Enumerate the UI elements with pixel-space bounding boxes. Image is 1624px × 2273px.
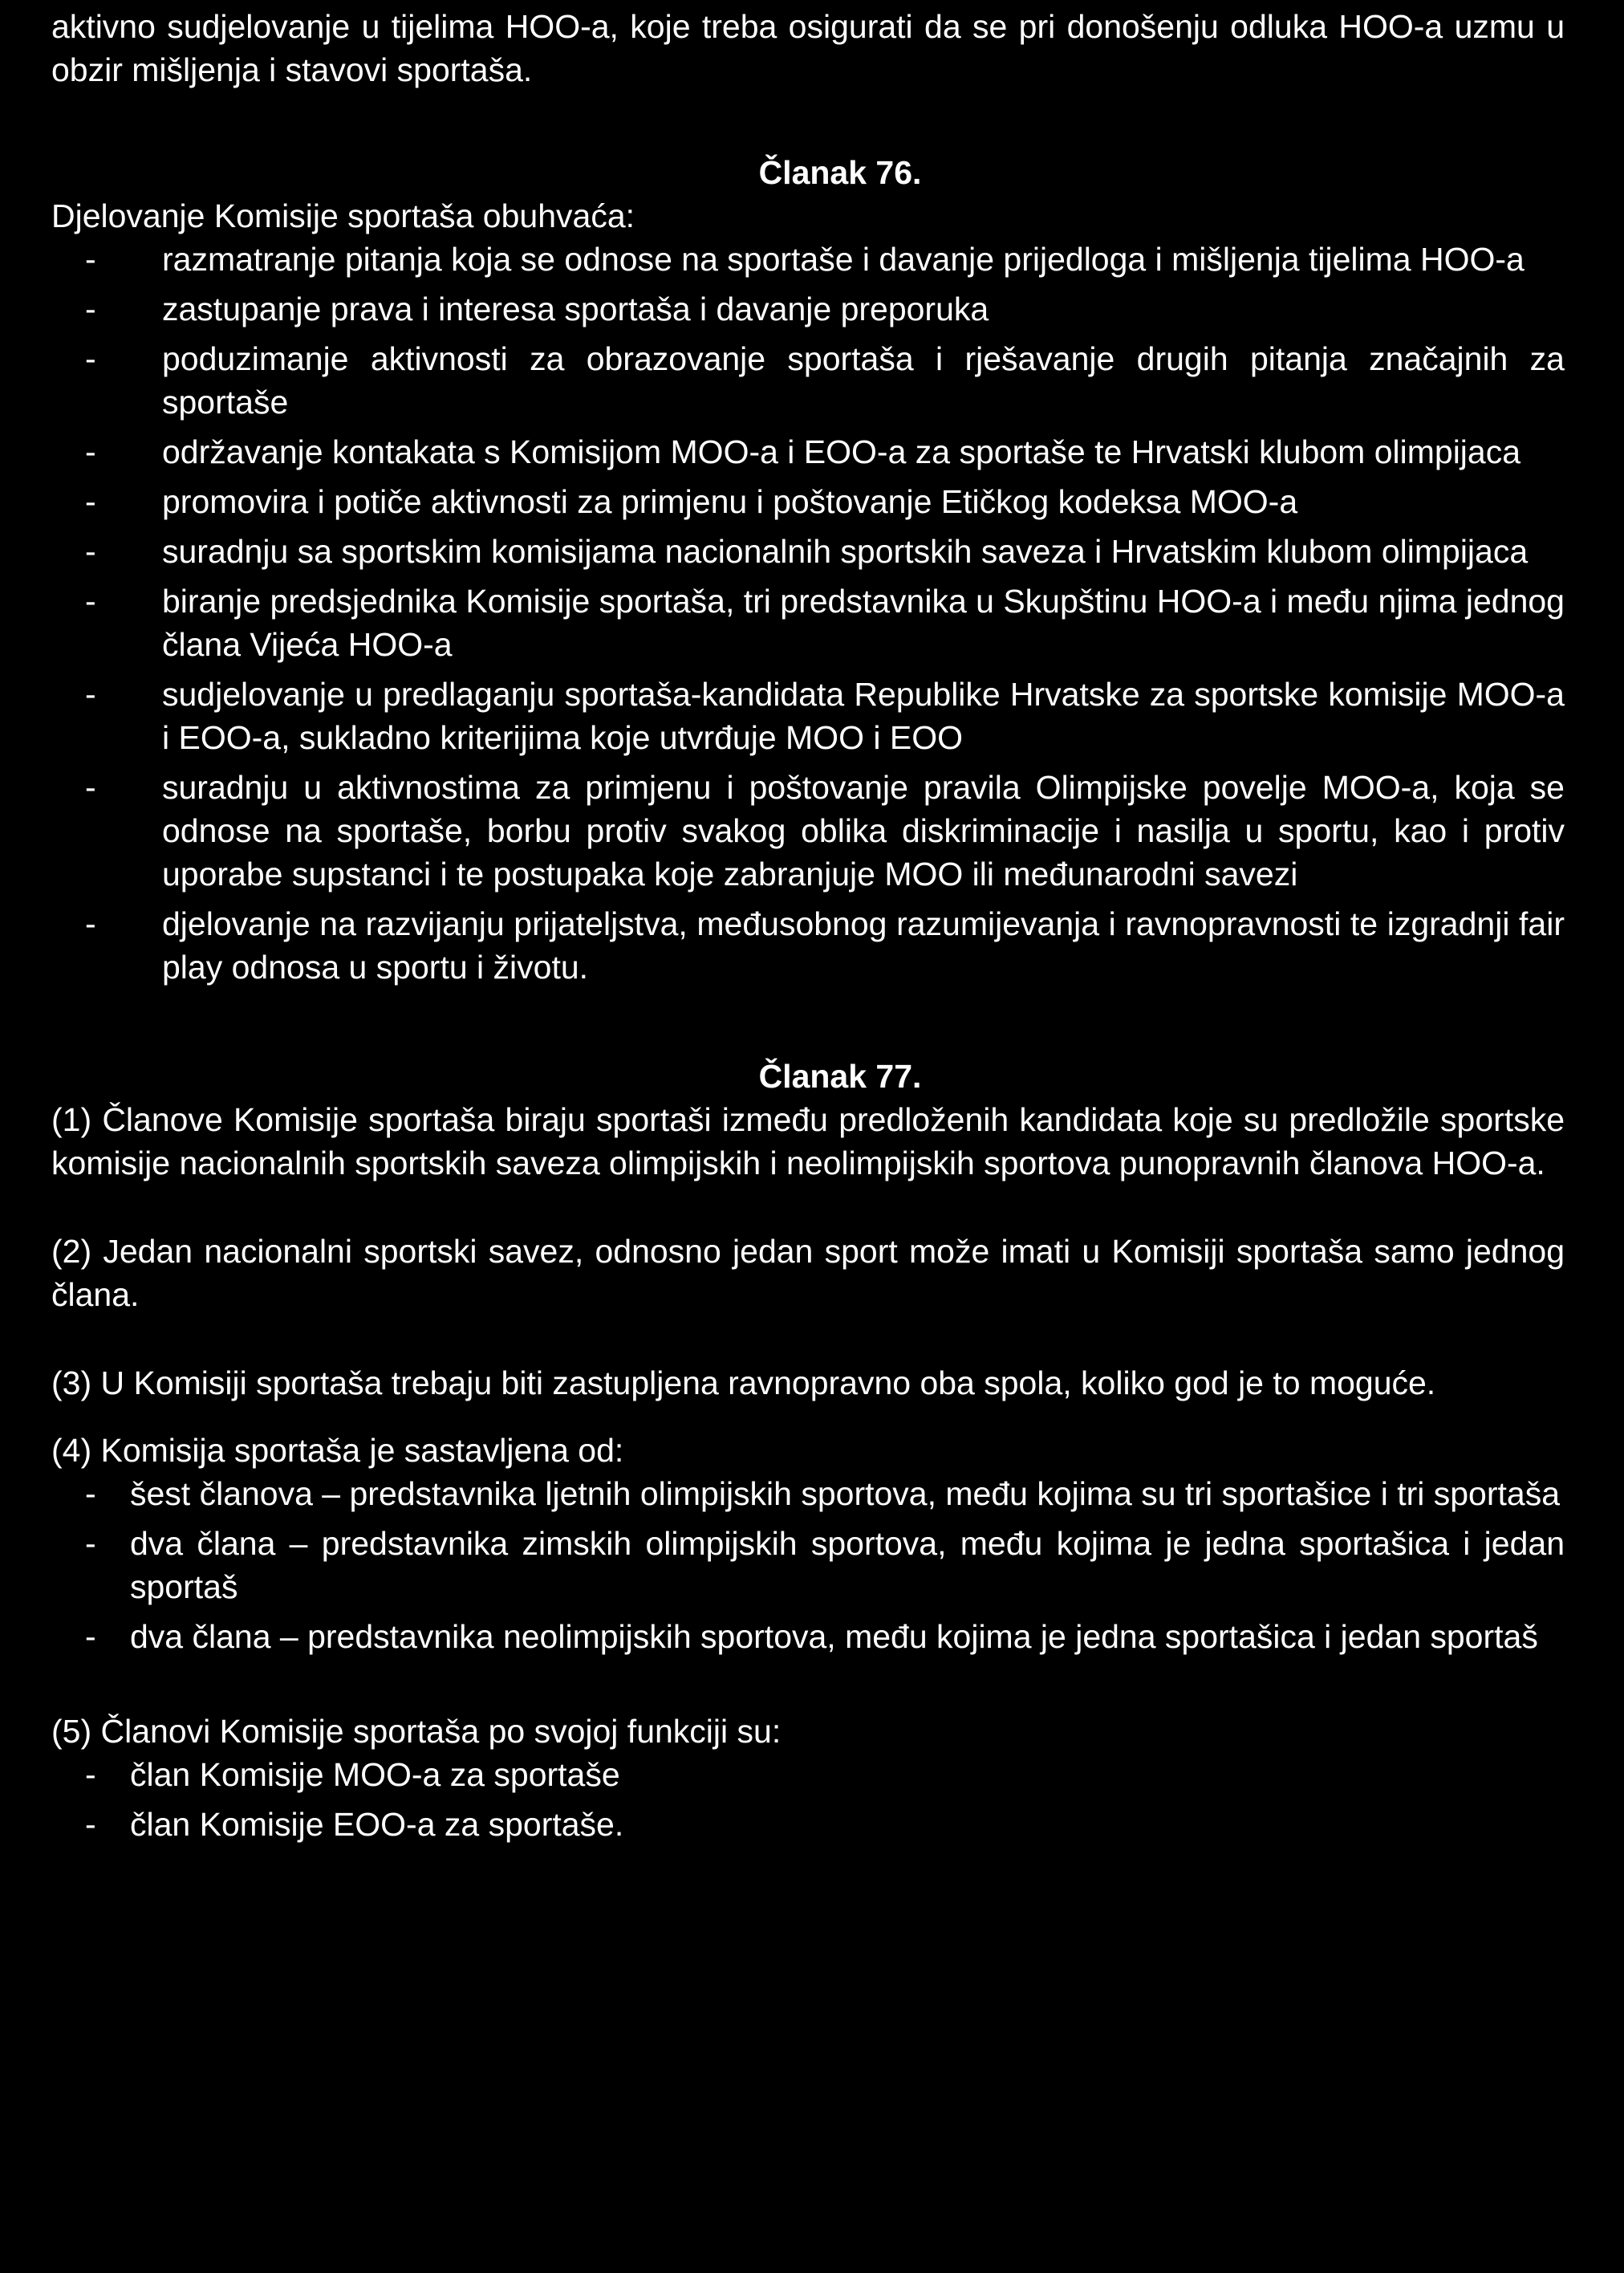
article-77-paragraph-4-lead: (4) Komisija sportaša je sastavljena od:: [51, 1432, 624, 1469]
list-item: - održavanje kontakata s Komisijom MOO-a i EOO-a za sportaše te Hrvatski klubom olimpijaca: [51, 430, 1565, 474]
list-item: - sudjelovanje u predlaganju sportaša-kandidata Republike Hrvatske za sportske komisije MOO-a i EOO-a, sukladno kriterijima koje utvrđuje MOO i EOO: [51, 673, 1565, 759]
article-77-paragraph-5-lead: (5) Članovi Komisije sportaša po svojoj funkciji su:: [51, 1713, 782, 1750]
article-76-heading: Članak 76.: [758, 154, 922, 191]
list-item: - član Komisije MOO-a za sportaše: [51, 1753, 1565, 1796]
article-77-paragraph-2: (2) Jedan nacionalni sportski savez, odnosno jedan sport može imati u Komisiji sportaša samo jednog člana.: [51, 1233, 1565, 1313]
list-item: - razmatranje pitanja koja se odnose na sportaše i davanje prijedloga i mišljenja tijelima HOO-a: [51, 238, 1565, 281]
list-item: - biranje predsjednika Komisije sportaša, tri predstavnika u Skupštinu HOO-a i među njima jednog člana Vijeća HOO-a: [51, 579, 1565, 666]
article-77-paragraph-4-list: [51, 1472, 1565, 1658]
list-item: - djelovanje na razvijanju prijateljstva, međusobnog razumijevanja i ravnopravnosti te izgradnji fair play odnosa u sportu i životu.: [51, 902, 1565, 989]
list-item: - suradnju sa sportskim komisijama nacionalnih sportskih saveza i Hrvatskim klubom olimpijaca: [51, 530, 1565, 573]
list-item: - dva člana – predstavnika neolimpijskih sportova, među kojima je jedna sportašica i jedan sportaš: [51, 1615, 1565, 1658]
list-item: - poduzimanje aktivnosti za obrazovanje sportaša i rješavanje drugih pitanja značajnih za sportaše: [51, 337, 1565, 424]
list-item: - član Komisije EOO-a za sportaše.: [51, 1803, 1565, 1846]
article-77-paragraph-1: (1) Članove Komisije sportaša biraju sportaši između predloženih kandidata koje su predložile sportske komisije nacionalnih sportskih saveza olimpijskih i neolimpijskih sportova punopravnih članova HOO-a.: [51, 1101, 1565, 1181]
list-item: - zastupanje prava i interesa sportaša i davanje preporuka: [51, 287, 1565, 331]
intro-paragraph: aktivno sudjelovanje u tijelima HOO-a, koje treba osigurati da se pri donošenju odluka HOO-a uzmu u obzir mišljenja i stavovi sportaša.: [51, 8, 1565, 88]
list-item: - dva člana – predstavnika zimskih olimpijskih sportova, među kojima je jedna sportašica i jedan sportaš: [51, 1522, 1565, 1608]
list-item: - promovira i potiče aktivnosti za primjenu i poštovanje Etičkog kodeksa MOO-a: [51, 480, 1565, 523]
article-76-list: [51, 238, 1565, 989]
list-item: - šest članova – predstavnika ljetnih olimpijskih sportova, među kojima su tri sportašice i tri sportaša: [51, 1472, 1565, 1515]
article-77-paragraph-5-list: [51, 1753, 1565, 1846]
article-76-lead: Djelovanje Komisije sportaša obuhvaća:: [51, 197, 635, 234]
article-77-heading: Članak 77.: [758, 1058, 922, 1095]
article-77-paragraph-3: (3) U Komisiji sportaša trebaju biti zastupljena ravnopravno oba spola, koliko god je to moguće.: [51, 1364, 1436, 1401]
list-item: - suradnju u aktivnostima za primjenu i poštovanje pravila Olimpijske povelje MOO-a, koja se odnose na sportaše, borbu protiv svakog oblika diskriminacije i nasilja u sportu, kao i protiv uporabe supstanci i te postupaka koje zabranjuje MOO ili međunarodni savezi: [51, 766, 1565, 896]
